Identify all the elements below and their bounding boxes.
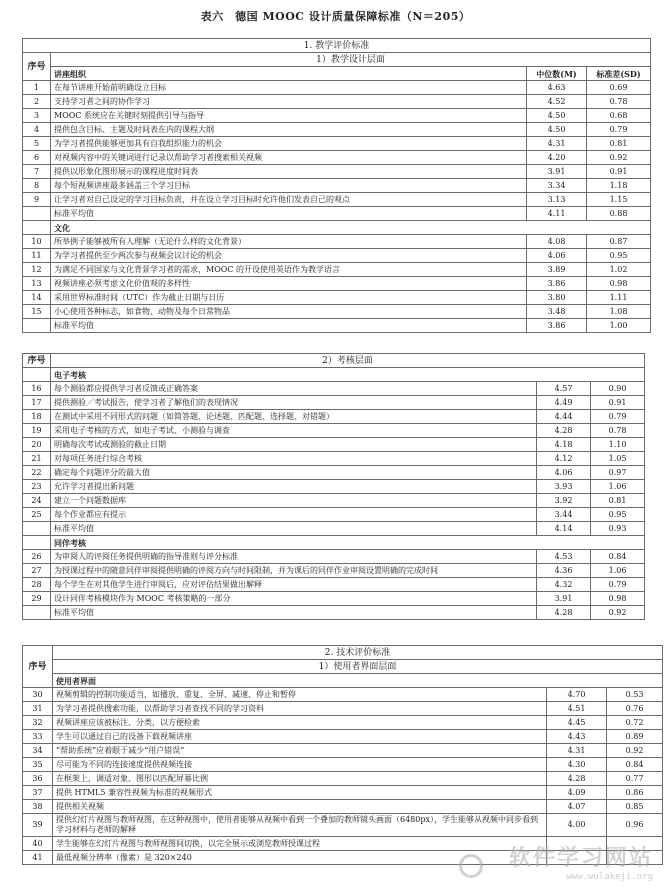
row-median: 4.51 xyxy=(547,702,607,716)
row-criterion: 对每项任务进行综合考核 xyxy=(51,452,537,466)
row-criterion: 提供以形象化图形展示的课程进度时间表 xyxy=(51,165,527,179)
table-row xyxy=(23,452,645,466)
row-sd: 0.91 xyxy=(587,165,651,179)
table-row xyxy=(23,193,651,207)
section-heading: 1. 教学评价标准 xyxy=(23,39,651,53)
row-median: 3.34 xyxy=(527,179,587,193)
row-number: 26 xyxy=(23,550,51,564)
table-row xyxy=(23,179,651,193)
table-row xyxy=(23,263,651,277)
row-number: 4 xyxy=(23,123,51,137)
table-row xyxy=(23,249,651,263)
row-criterion: MOOC 系统应在关键时刻提供引导与指导 xyxy=(51,109,527,123)
row-sd: 1.06 xyxy=(591,480,645,494)
row-median: 4.63 xyxy=(527,81,587,95)
std-median: 4.28 xyxy=(537,606,591,620)
group-heading: 讲座组织 xyxy=(51,67,527,81)
row-sd: 1.08 xyxy=(587,305,651,319)
row-sd: 0.79 xyxy=(591,578,645,592)
row-median: 4.31 xyxy=(527,137,587,151)
row-median: 4.36 xyxy=(537,564,591,578)
row-sd: 0.85 xyxy=(607,800,663,814)
col-no-header: 序号 xyxy=(23,53,51,81)
row-median: 4.49 xyxy=(537,396,591,410)
row-median: 4.28 xyxy=(547,772,607,786)
row-median: 4.09 xyxy=(547,786,607,800)
row-median: 4.12 xyxy=(537,452,591,466)
watermark xyxy=(458,846,663,886)
row-median: 4.44 xyxy=(537,410,591,424)
row-median: 4.50 xyxy=(527,109,587,123)
empty-cell xyxy=(23,368,51,382)
row-number: 40 xyxy=(23,837,53,851)
row-sd: 0.78 xyxy=(591,424,645,438)
row-criterion: 每个短视频讲座最多涵盖三个学习目标 xyxy=(51,179,527,193)
row-criterion: 设计同伴考核模块作为 MOOC 考核策略的一部分 xyxy=(51,592,537,606)
row-sd: 0.89 xyxy=(607,730,663,744)
subsection-heading: 1）使用者界面层面 xyxy=(53,660,663,674)
row-criterion: 让学习者对自己设定的学习目标负责，并在设立学习目标时允许他们发表自己的观点 xyxy=(51,193,527,207)
table-assessment xyxy=(22,353,645,620)
table-row xyxy=(23,81,651,95)
empty-cell xyxy=(23,522,51,536)
table-row xyxy=(23,786,663,800)
std-label: 标准平均值 xyxy=(51,606,537,620)
row-criterion: 提供测验／考试报告，使学习者了解他们的表现情况 xyxy=(51,396,537,410)
col-no-header: 序号 xyxy=(23,354,51,368)
group-heading: 使用者界面 xyxy=(53,674,663,688)
watermark-url: www.wulakeji.org xyxy=(566,872,653,882)
row-criterion: 确定每个问题评分的最大值 xyxy=(51,466,537,480)
row-median: 4.00 xyxy=(547,814,607,837)
row-sd: 0.84 xyxy=(591,550,645,564)
table-row xyxy=(23,291,651,305)
row-number: 18 xyxy=(23,410,51,424)
row-median: 4.57 xyxy=(537,382,591,396)
row-criterion: 在测试中采用不同形式的问题（如简答题、论述题、匹配题、选择题、对错题） xyxy=(51,410,537,424)
row-sd: 0.91 xyxy=(591,396,645,410)
table-row xyxy=(23,396,645,410)
row-number: 8 xyxy=(23,179,51,193)
row-sd: 0.81 xyxy=(587,137,651,151)
table-row xyxy=(23,578,645,592)
row-criterion: 在框架上，调适对象、图形以匹配屏幕比例 xyxy=(53,772,547,786)
table-row xyxy=(23,466,645,480)
std-label: 标准平均值 xyxy=(51,207,527,221)
row-number: 12 xyxy=(23,263,51,277)
table-row xyxy=(23,716,663,730)
row-criterion: 为授课过程中的随意同伴审阅提供明确的评阅方向与时间限制，并为课后的同伴作业审阅设置明确的完成时间 xyxy=(51,564,537,578)
table-row xyxy=(23,137,651,151)
table-title: 表六 德国 MOOC 设计质量保障标准（N＝205） xyxy=(200,10,471,23)
row-median: 4.43 xyxy=(547,730,607,744)
std-median: 4.14 xyxy=(537,522,591,536)
empty-cell xyxy=(23,221,51,235)
row-criterion: 对视频内容中的关键词进行记录以帮助学习者搜索相关视频 xyxy=(51,151,527,165)
row-criterion: 支持学习者之间的协作学习 xyxy=(51,95,527,109)
row-number: 16 xyxy=(23,382,51,396)
col-median-header: 中位数(M) xyxy=(527,67,587,81)
empty-cell xyxy=(23,606,51,620)
std-label: 标准平均值 xyxy=(51,522,537,536)
row-criterion: 视频剪辑的控制功能适当，如播放、重复、全屏、减速、停止和暂停 xyxy=(53,688,547,702)
row-sd: 0.92 xyxy=(607,744,663,758)
table-row xyxy=(23,235,651,249)
row-criterion: 在每节讲座开始前明确设立目标 xyxy=(51,81,527,95)
group-heading: 同伴考核 xyxy=(51,536,645,550)
table-row xyxy=(23,550,645,564)
row-criterion: 学生能够在幻灯片视图与教师视图间切换，以完全展示或浏览教师授课过程 xyxy=(53,837,547,851)
row-criterion: 提供幻灯片视图与教师视图，在这种视图中，使用者能够从视频中看到一个叠加的教师镜头画面（6480px），学生能够从视频中同步看到学习材料与老师的解释 xyxy=(53,814,547,837)
row-median: 4.53 xyxy=(537,550,591,564)
row-criterion: 为学习者提供搜索功能，以帮助学习者查找不同的学习资料 xyxy=(53,702,547,716)
row-criterion: 每个测验都应提供学习者反馈或正确答案 xyxy=(51,382,537,396)
row-number: 35 xyxy=(23,758,53,772)
row-sd: 0.76 xyxy=(607,702,663,716)
row-sd: 0.69 xyxy=(587,81,651,95)
row-median: 4.31 xyxy=(547,744,607,758)
table-row xyxy=(23,438,645,452)
row-number: 6 xyxy=(23,151,51,165)
row-number: 38 xyxy=(23,800,53,814)
row-median: 4.28 xyxy=(537,424,591,438)
row-sd: 0.98 xyxy=(587,277,651,291)
row-median: 3.48 xyxy=(527,305,587,319)
row-criterion: 所举例子能够被所有人理解（无论什么样的文化背景） xyxy=(51,235,527,249)
row-criterion: 为学习者提供能够更加具有自我组织能力的机会 xyxy=(51,137,527,151)
row-number: 22 xyxy=(23,466,51,480)
table-row xyxy=(23,758,663,772)
row-median: 4.07 xyxy=(547,800,607,814)
table-row xyxy=(23,410,645,424)
row-criterion: “帮助系统”应着眼于减少“用户错误” xyxy=(53,744,547,758)
col-no-header: 序号 xyxy=(23,646,53,688)
row-median: 4.50 xyxy=(527,123,587,137)
table-row xyxy=(23,772,663,786)
row-sd: 1.02 xyxy=(587,263,651,277)
row-number: 28 xyxy=(23,578,51,592)
row-criterion: 为学习者提供至少两次参与视频会议讨论的机会 xyxy=(51,249,527,263)
std-sd: 0.92 xyxy=(591,606,645,620)
col-sd-header: 标准差(SD) xyxy=(587,67,651,81)
std-median: 3.86 xyxy=(527,319,587,333)
row-number: 29 xyxy=(23,592,51,606)
group-heading: 文化 xyxy=(51,221,651,235)
row-criterion: 最低视频分辨率（像素）是 320×240 xyxy=(53,851,547,865)
row-criterion: 小心使用各种标志，如食物、动物及每个日常物品 xyxy=(51,305,527,319)
row-sd: 1.15 xyxy=(587,193,651,207)
table-row xyxy=(23,730,663,744)
row-number: 5 xyxy=(23,137,51,151)
row-median: 4.52 xyxy=(527,95,587,109)
row-criterion: 每个作业都应有提示 xyxy=(51,508,537,522)
row-sd: 0.84 xyxy=(607,758,663,772)
row-criterion: 尽可能为不同的连接速度提供视频连接 xyxy=(53,758,547,772)
row-sd: 0.78 xyxy=(587,95,651,109)
row-criterion: 学生可以通过自己的设备下载视频讲座 xyxy=(53,730,547,744)
row-number: 7 xyxy=(23,165,51,179)
std-median: 4.11 xyxy=(527,207,587,221)
row-sd: 0.95 xyxy=(591,508,645,522)
empty-cell xyxy=(23,319,51,333)
row-median: 3.91 xyxy=(537,592,591,606)
table-row xyxy=(23,95,651,109)
row-criterion: 建立一个问题数据库 xyxy=(51,494,537,508)
row-median: 4.06 xyxy=(537,466,591,480)
table-row xyxy=(23,744,663,758)
row-number: 2 xyxy=(23,95,51,109)
row-sd: 1.11 xyxy=(587,291,651,305)
row-sd: 0.81 xyxy=(591,494,645,508)
row-number: 23 xyxy=(23,480,51,494)
table-row xyxy=(23,424,645,438)
row-median: 4.08 xyxy=(527,235,587,249)
table-teaching-design xyxy=(22,38,651,333)
table-row xyxy=(23,814,663,837)
std-sd: 1.00 xyxy=(587,319,651,333)
row-number: 30 xyxy=(23,688,53,702)
row-number: 15 xyxy=(23,305,51,319)
row-criterion: 为满足不同国家与文化背景学习者的需求，MOOC 的开设使用英语作为教学语言 xyxy=(51,263,527,277)
row-number: 25 xyxy=(23,508,51,522)
row-sd: 0.86 xyxy=(607,786,663,800)
row-median: 3.91 xyxy=(527,165,587,179)
table-row xyxy=(23,800,663,814)
row-sd: 0.98 xyxy=(591,592,645,606)
row-criterion: 视频讲座必须考虑文化价值观的多样性 xyxy=(51,277,527,291)
watermark-text: 软件学习网站 xyxy=(508,846,653,871)
row-number: 3 xyxy=(23,109,51,123)
table-user-interface xyxy=(22,645,663,865)
row-median: 3.89 xyxy=(527,263,587,277)
row-sd: 0.77 xyxy=(607,772,663,786)
row-number: 14 xyxy=(23,291,51,305)
row-median: 3.93 xyxy=(537,480,591,494)
row-criterion: 视频讲座应该被标注、分类，以方便检索 xyxy=(53,716,547,730)
row-criterion: 提供 HTML5 兼容性视频为标准的视频形式 xyxy=(53,786,547,800)
row-number: 37 xyxy=(23,786,53,800)
table-row xyxy=(23,508,645,522)
table-row xyxy=(23,382,645,396)
row-median: 3.13 xyxy=(527,193,587,207)
row-sd: 1.18 xyxy=(587,179,651,193)
table-row xyxy=(23,165,651,179)
row-median: 3.86 xyxy=(527,277,587,291)
row-number: 11 xyxy=(23,249,51,263)
table-row xyxy=(23,123,651,137)
row-number: 39 xyxy=(23,814,53,837)
row-number: 17 xyxy=(23,396,51,410)
row-number: 21 xyxy=(23,452,51,466)
row-number: 1 xyxy=(23,81,51,95)
row-median: 4.20 xyxy=(527,151,587,165)
row-criterion: 允许学习者提出新问题 xyxy=(51,480,537,494)
empty-cell xyxy=(23,536,51,550)
row-number: 31 xyxy=(23,702,53,716)
row-sd: 1.06 xyxy=(591,564,645,578)
row-number: 33 xyxy=(23,730,53,744)
row-number: 24 xyxy=(23,494,51,508)
row-sd: 0.92 xyxy=(587,151,651,165)
row-median: 4.30 xyxy=(547,758,607,772)
row-number: 36 xyxy=(23,772,53,786)
row-number: 32 xyxy=(23,716,53,730)
table-row xyxy=(23,564,645,578)
row-number: 19 xyxy=(23,424,51,438)
table-row xyxy=(23,109,651,123)
row-sd: 0.53 xyxy=(607,688,663,702)
row-criterion: 采用电子考核的方式，如电子考试、小测验与调查 xyxy=(51,424,537,438)
table-row xyxy=(23,305,651,319)
table-row xyxy=(23,702,663,716)
row-sd: 0.68 xyxy=(587,109,651,123)
row-number: 41 xyxy=(23,851,53,865)
row-number: 9 xyxy=(23,193,51,207)
row-median: 4.18 xyxy=(537,438,591,452)
row-median: 3.80 xyxy=(527,291,587,305)
row-sd: 0.97 xyxy=(591,466,645,480)
table-row xyxy=(23,277,651,291)
row-sd: 0.79 xyxy=(587,123,651,137)
row-sd: 1.05 xyxy=(591,452,645,466)
row-sd: 0.87 xyxy=(587,235,651,249)
std-label: 标准平均值 xyxy=(51,319,527,333)
row-median: 4.32 xyxy=(537,578,591,592)
row-number: 20 xyxy=(23,438,51,452)
table-row xyxy=(23,494,645,508)
row-sd: 0.79 xyxy=(591,410,645,424)
row-sd: 0.96 xyxy=(607,814,663,837)
group-heading: 电子考核 xyxy=(51,368,645,382)
subsection-heading: 2）考核层面 xyxy=(51,354,645,368)
table-row xyxy=(23,688,663,702)
row-number: 27 xyxy=(23,564,51,578)
empty-cell xyxy=(23,207,51,221)
row-criterion: 明确每次考试或测验的截止日期 xyxy=(51,438,537,452)
section-heading: 2. 技术评价标准 xyxy=(53,646,663,660)
row-median: 4.06 xyxy=(527,249,587,263)
row-criterion: 为审阅人的评阅任务提供明确的指导准则与评分标准 xyxy=(51,550,537,564)
table-row xyxy=(23,151,651,165)
row-sd: 0.95 xyxy=(587,249,651,263)
row-median: 4.45 xyxy=(547,716,607,730)
table-row xyxy=(23,480,645,494)
row-sd: 1.10 xyxy=(591,438,645,452)
row-median: 4.70 xyxy=(547,688,607,702)
std-sd: 0.88 xyxy=(587,207,651,221)
table-row xyxy=(23,592,645,606)
row-sd: 0.72 xyxy=(607,716,663,730)
row-number: 13 xyxy=(23,277,51,291)
row-median: 3.44 xyxy=(537,508,591,522)
row-number: 34 xyxy=(23,744,53,758)
subsection-heading: 1）教学设计层面 xyxy=(51,53,651,67)
watermark-logo-icon xyxy=(459,854,483,878)
row-criterion: 提供相关视频 xyxy=(53,800,547,814)
row-number: 10 xyxy=(23,235,51,249)
row-sd: 0.90 xyxy=(591,382,645,396)
std-sd: 0.93 xyxy=(591,522,645,536)
row-criterion: 提供包含目标、主题及时间表在内的课程大纲 xyxy=(51,123,527,137)
row-criterion: 每个学生在对其他学生进行审阅后，应对评估结果做出解释 xyxy=(51,578,537,592)
row-criterion: 采用世界标准时间（UTC）作为截止日期与日历 xyxy=(51,291,527,305)
row-median: 3.92 xyxy=(537,494,591,508)
